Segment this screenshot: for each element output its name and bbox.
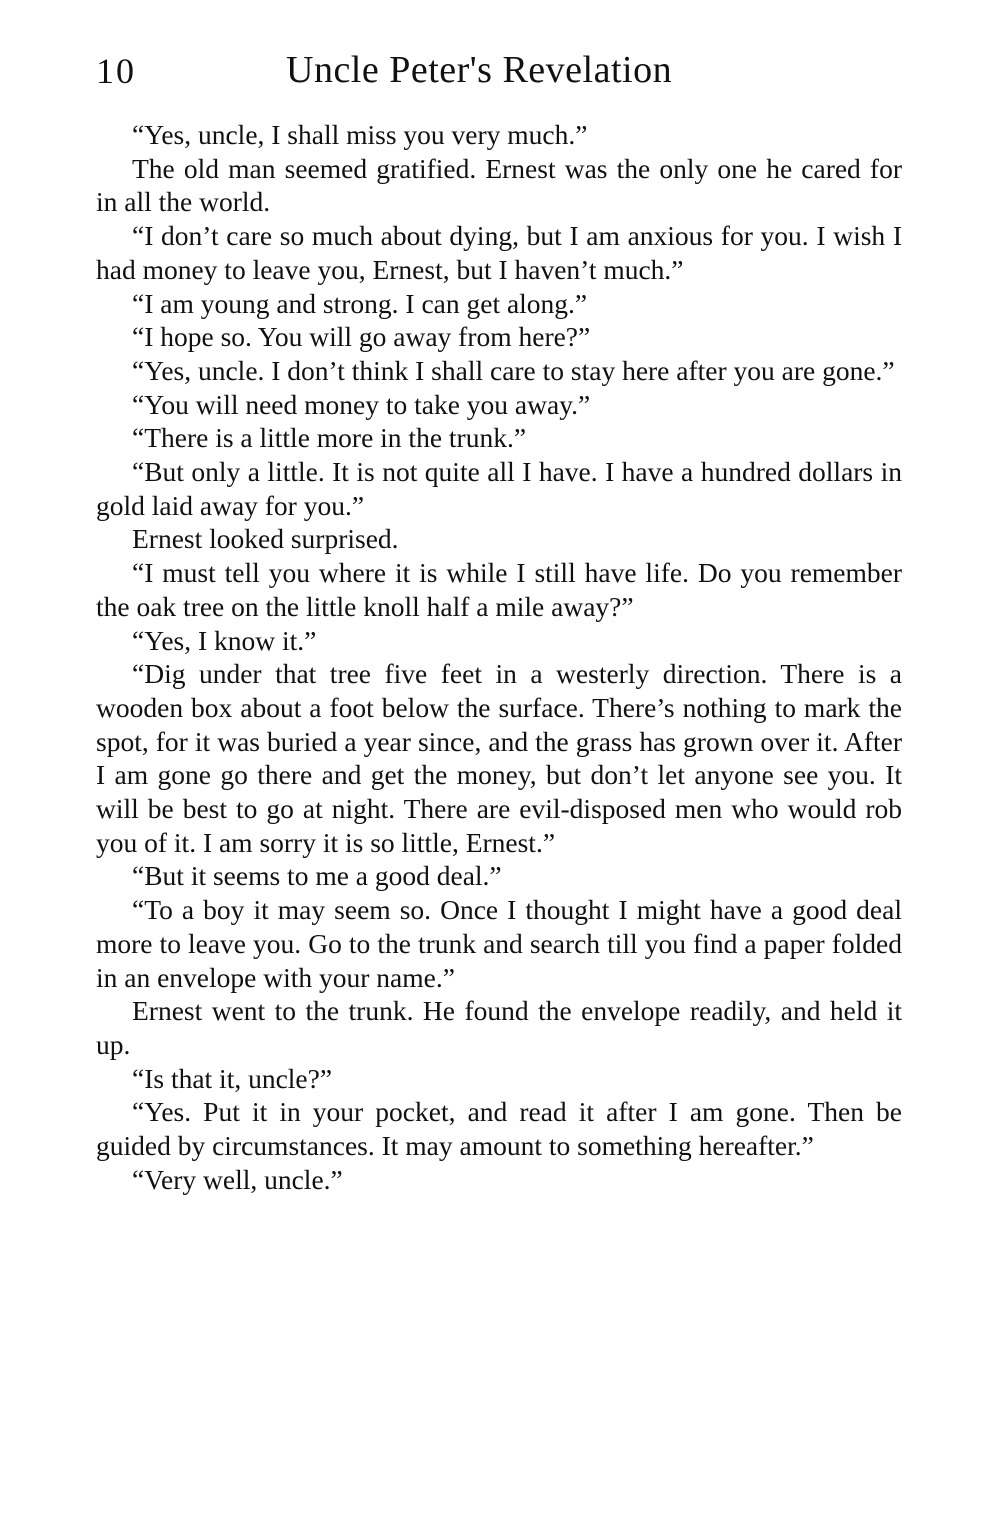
paragraph: Ernest went to the trunk. He found the envelope readily, and held it up. (96, 995, 902, 1060)
paragraph: “You will need money to take you away.” (132, 388, 591, 420)
paragraph: “But only a little. It is not quite all I have. I have a hundred dollars in gold laid away for you.” (96, 456, 902, 521)
page-number: 10 (96, 51, 136, 91)
running-title: Uncle Peter's Revelation (286, 49, 673, 91)
paragraph: “Yes, I know it.” (132, 624, 317, 656)
paragraph: “I hope so. You will go away from here?” (132, 321, 591, 353)
paragraph: “There is a little more in the trunk.” (132, 422, 527, 454)
paragraph: “I must tell you where it is while I still have life. Do you remember the oak tree on the little knoll half a mile away?” (96, 557, 902, 622)
paragraph: “Dig under that tree five feet in a westerly direction. There is a wooden box about a foot below the surface. There’s nothing to mark the spot, for it was buried a year since, and the grass has grown over it. After I am gone go there and get the money, but don’t let anyone see you. It will be best to go at night. There are evil-disposed men who would rob you of it. I am sorry it is so little, Ernest.” (96, 658, 902, 858)
paragraph: “I don’t care so much about dying, but I am anxious for you. I wish I had money to leave you, Ernest, but I haven’t much.” (96, 220, 902, 285)
paragraph: “But it seems to me a good deal.” (132, 860, 502, 892)
paragraph: “Yes. Put it in your pocket, and read it after I am gone. Then be guided by circumstances. It may amount to something hereafter.” (96, 1096, 902, 1162)
paragraph: “Yes, uncle, I shall miss you very much.” (132, 119, 588, 150)
body-text (96, 118, 902, 1197)
paragraph: “To a boy it may seem so. Once I thought I might have a good deal more to leave you. Go to the trunk and search till you find a paper folded in an envelope with your name.” (96, 894, 902, 993)
paragraph: The old man seemed gratified. Ernest was the only one he cared for in all the world. (96, 152, 902, 218)
page-header (96, 48, 904, 108)
paragraph: Ernest looked surprised. (132, 523, 399, 555)
paragraph: “Yes, uncle. I don’t think I shall care to stay here after you are gone.” (132, 354, 895, 386)
paragraph: “Very well, uncle.” (132, 1163, 343, 1195)
paragraph: “I am young and strong. I can get along.” (132, 287, 588, 319)
paragraph: “Is that it, uncle?” (132, 1062, 333, 1094)
